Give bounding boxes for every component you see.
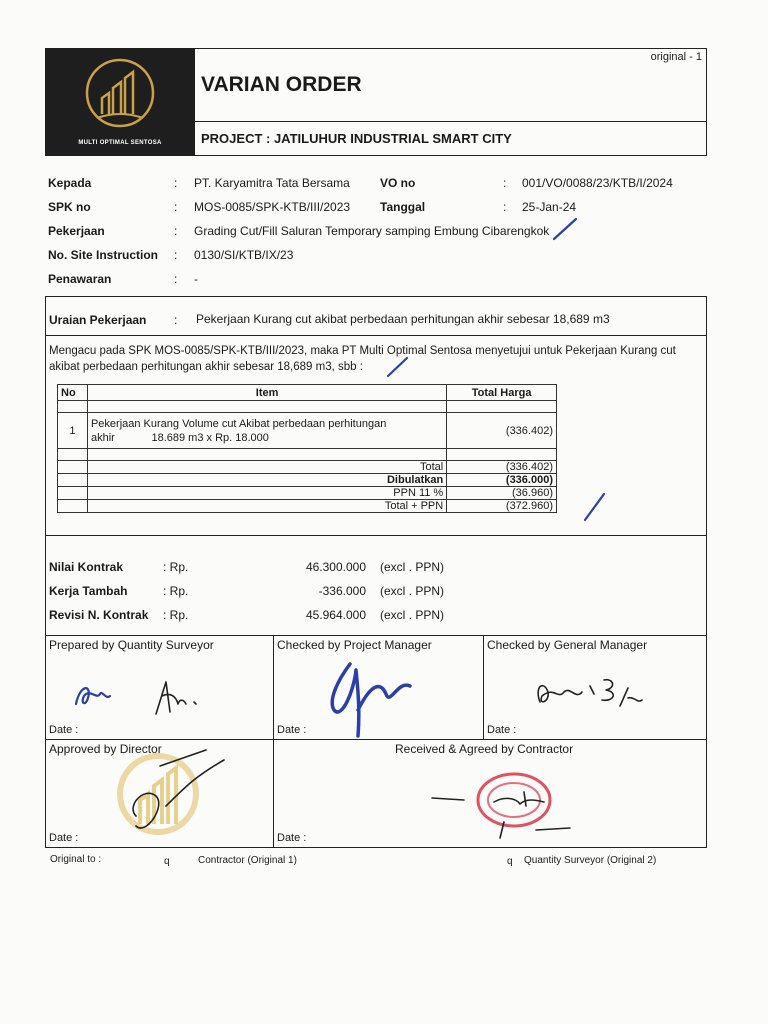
vo-no-label: VO no bbox=[380, 176, 416, 190]
sig-label-pm: Checked by Project Manager bbox=[277, 638, 432, 652]
summary-row bbox=[58, 474, 557, 487]
original-mark: original - 1 bbox=[650, 51, 702, 63]
sig-box-qs bbox=[45, 636, 274, 740]
summary-label: Total + PPN bbox=[87, 500, 446, 513]
summary-row bbox=[58, 500, 557, 513]
nilai-currency: : Rp. bbox=[163, 560, 189, 574]
sig-box-pm bbox=[274, 636, 484, 740]
uraian-label: Uraian Pekerjaan bbox=[49, 313, 147, 327]
header-item: Item bbox=[87, 385, 446, 401]
row-item-line-2: akhir 18.689 m3 x Rp. 18.000 bbox=[90, 431, 269, 444]
intro-line-2: akibat perbedaan perhitungan akhir sebesar 18,689 m3, sbb : bbox=[49, 361, 363, 373]
sig-box-director bbox=[45, 740, 274, 848]
page-title: VARIAN ORDER bbox=[201, 73, 362, 96]
footer-checkbox-2: q bbox=[507, 856, 513, 867]
revisi-currency: : Rp. bbox=[163, 608, 189, 622]
summary-label: PPN 11 % bbox=[87, 487, 446, 500]
project-title: PROJECT : JATILUHUR INDUSTRIAL SMART CITY bbox=[201, 131, 512, 146]
sig-date-contractor: Date : bbox=[277, 832, 307, 844]
vo-no-value: 001/VO/0088/23/KTB/I/2024 bbox=[522, 176, 673, 190]
sig-date-pm: Date : bbox=[277, 724, 307, 736]
uraian-box bbox=[45, 296, 707, 336]
footer-qs: Quantity Surveyor (Original 2) bbox=[524, 855, 657, 866]
sig-box-gm bbox=[484, 636, 707, 740]
summary-label: Dibulatkan bbox=[87, 474, 446, 487]
colon: : bbox=[174, 248, 178, 262]
contract-box bbox=[45, 536, 707, 636]
colon: : bbox=[503, 176, 507, 190]
spk-no-label: SPK no bbox=[48, 200, 91, 214]
sig-date-gm: Date : bbox=[487, 724, 517, 736]
signature-contractor bbox=[424, 790, 574, 840]
intro-line-1: Mengacu pada SPK MOS-0085/SPK-KTB/III/2023, maka PT Multi Optimal Sentosa menyetujui untuk Pekerjaan Kurang cut bbox=[49, 345, 676, 357]
sig-date-director: Date : bbox=[49, 832, 79, 844]
check-mark-icon bbox=[385, 354, 411, 380]
colon: : bbox=[174, 200, 178, 214]
footer-original-to: Original to : bbox=[50, 854, 102, 865]
kerja-tambah-note: (excl . PPN) bbox=[380, 584, 445, 598]
revisi-note: (excl . PPN) bbox=[380, 608, 445, 622]
colon: : bbox=[174, 313, 178, 327]
summary-row bbox=[58, 487, 557, 500]
revisi-kontrak-label: Revisi N. Kontrak bbox=[49, 608, 149, 622]
row-no: 1 bbox=[58, 413, 88, 449]
tanggal-value: 25-Jan-24 bbox=[522, 200, 577, 214]
title-box bbox=[195, 48, 707, 122]
kerja-tambah-amount: -336.000 bbox=[318, 584, 366, 598]
sig-box-contractor bbox=[274, 740, 707, 848]
kerja-tambah-label: Kerja Tambah bbox=[49, 584, 128, 598]
colon: : bbox=[174, 272, 178, 286]
penawaran-value: - bbox=[194, 272, 198, 286]
sig-date-qs: Date : bbox=[49, 724, 79, 736]
table-row bbox=[58, 413, 557, 449]
sig-label-director: Approved by Director bbox=[49, 742, 162, 756]
row-item-line-1: Pekerjaan Kurang Volume cut Akibat perbedaan perhitungan bbox=[90, 417, 387, 430]
sig-label-gm: Checked by General Manager bbox=[487, 638, 648, 652]
header-total: Total Harga bbox=[447, 385, 557, 401]
signature-qs bbox=[66, 674, 216, 724]
summary-value: (336.000) bbox=[447, 474, 557, 487]
pekerjaan-label: Pekerjaan bbox=[48, 224, 105, 238]
footer-contractor: Contractor (Original 1) bbox=[198, 855, 297, 866]
signature-gm bbox=[524, 666, 654, 726]
summary-value: (36.960) bbox=[447, 487, 557, 500]
nilai-kontrak-label: Nilai Kontrak bbox=[49, 560, 124, 574]
table-header-row bbox=[58, 385, 557, 401]
summary-row bbox=[58, 461, 557, 474]
kepada-label: Kepada bbox=[48, 176, 92, 190]
revisi-amount: 45.964.000 bbox=[305, 608, 366, 622]
header-no: No bbox=[58, 385, 88, 401]
footer-checkbox-1: q bbox=[164, 856, 170, 867]
colon: : bbox=[174, 176, 178, 190]
nilai-note: (excl . PPN) bbox=[380, 560, 445, 574]
kerja-tambah-currency: : Rp. bbox=[163, 584, 189, 598]
spk-no-value: MOS-0085/SPK-KTB/III/2023 bbox=[194, 200, 351, 214]
summary-label: Total bbox=[87, 461, 446, 474]
logo-text: MULTI OPTIMAL SENTOSA bbox=[78, 140, 162, 146]
sig-label-qs: Prepared by Quantity Surveyor bbox=[49, 638, 214, 652]
colon: : bbox=[503, 200, 507, 214]
table-row bbox=[58, 449, 557, 461]
table-row bbox=[58, 401, 557, 413]
kepada-value: PT. Karyamitra Tata Bersama bbox=[194, 176, 350, 190]
site-instruction-label: No. Site Instruction bbox=[48, 248, 159, 262]
colon: : bbox=[174, 224, 178, 238]
company-logo bbox=[45, 48, 195, 156]
check-mark-icon bbox=[550, 215, 580, 243]
item-table bbox=[57, 384, 557, 513]
site-instruction-value: 0130/SI/KTB/IX/23 bbox=[194, 248, 294, 262]
nilai-amount: 46.300.000 bbox=[305, 560, 366, 574]
pekerjaan-value: Grading Cut/Fill Saluran Temporary samping Embung Cibarengkok bbox=[194, 224, 550, 238]
tanggal-label: Tanggal bbox=[380, 200, 426, 214]
uraian-value: Pekerjaan Kurang cut akibat perbedaan perhitungan akhir sebesar 18,689 m3 bbox=[196, 312, 610, 326]
summary-value: (336.402) bbox=[447, 461, 557, 474]
project-box bbox=[195, 122, 707, 156]
row-total: (336.402) bbox=[447, 413, 557, 449]
check-mark-icon bbox=[582, 490, 608, 524]
penawaran-label: Penawaran bbox=[48, 272, 112, 286]
sig-label-contractor: Received & Agreed by Contractor bbox=[395, 742, 574, 756]
summary-value: (372.960) bbox=[447, 500, 557, 513]
signature-pm bbox=[314, 650, 434, 740]
watermark-logo-icon bbox=[96, 746, 256, 846]
